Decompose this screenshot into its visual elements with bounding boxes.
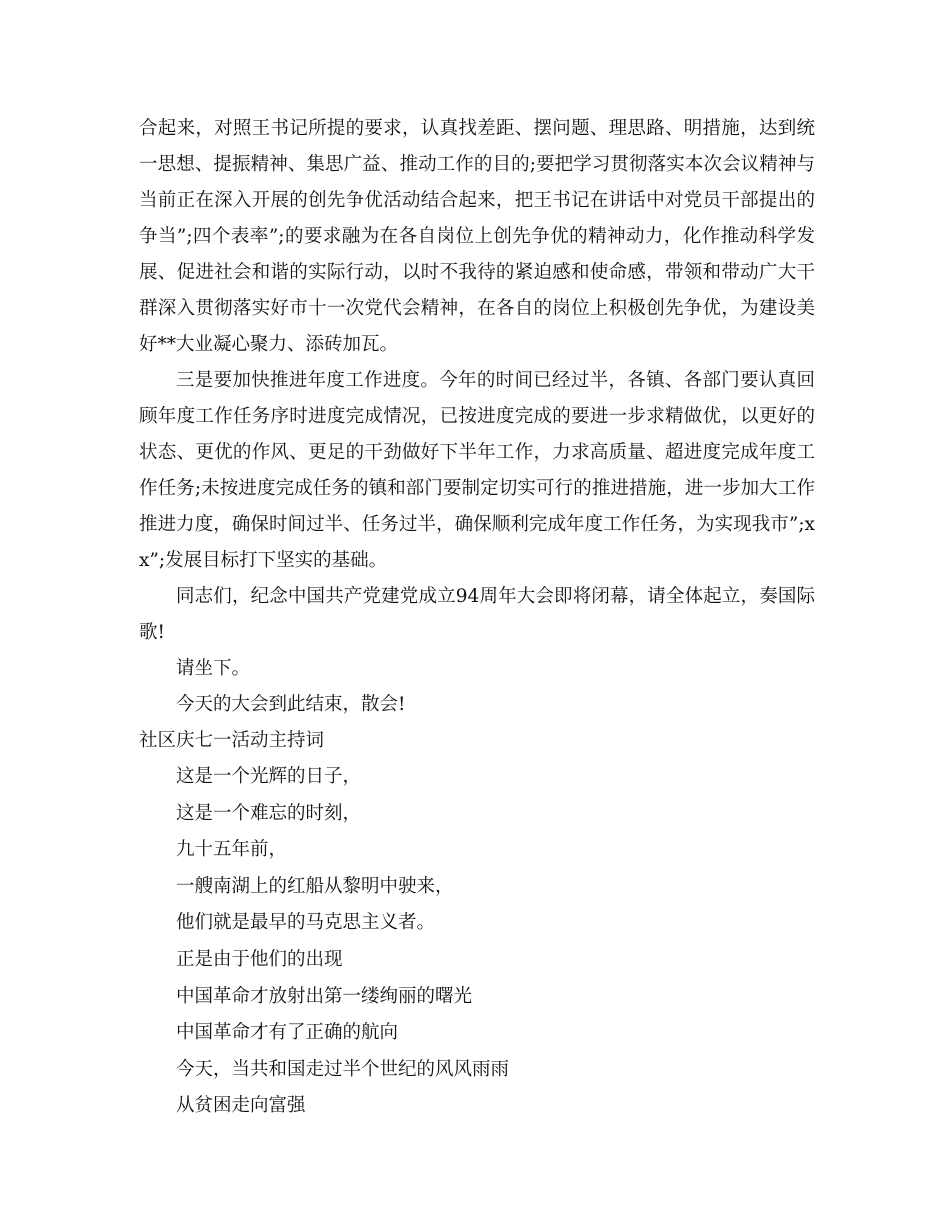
paragraph-closing-announcement: 同志们，纪念中国共产党建党成立94周年大会即将闭幕，请全体起立，奏国际歌! [139, 586, 815, 643]
paragraph-please-sit: 请坐下。 [176, 658, 251, 679]
document-body [139, 111, 815, 1125]
poem-line: 这是一个光辉的日子， [176, 766, 362, 787]
poem-line: 九十五年前， [176, 839, 288, 861]
section-heading: 社区庆七一活动主持词 [139, 730, 325, 751]
poem-line: 正是由于他们的出现 [176, 948, 343, 970]
poem-line: 中国革命才有了正确的航向 [176, 1022, 399, 1044]
paragraph-meeting-adjourned: 今天的大会到此结束，散会! [176, 694, 406, 715]
poem-line: 他们就是最早的马克思主义者。 [176, 912, 436, 934]
poem-line: 今天，当共和国走过半个世纪的风风雨雨 [176, 1058, 510, 1080]
poem-line: 一艘南湖上的红船从黎明中驶来， [176, 875, 454, 897]
poem-block [139, 759, 815, 1125]
paragraph-work-progress: 三是要加快推进年度工作进度。今年的时间已经过半，各镇、各部门要认真回顾年度工作任务序时进度完成情况，已按进度完成的要进一步求精做优，以更好的状态、更优的作风、更足的干劲做好下半年工作，力求高质量、超进度完成年度工作任务;未按进度完成任务的镇和部门要制定切实可行的推进措施，进一步加大工作推进力度，确保时间过半、任务过半，确保顺利完成年度工作任务，为实现我市”;xx”;发展目标打下坚实的基础。 [139, 370, 815, 571]
paragraph-meeting-spirit: 合起来，对照王书记所提的要求，认真找差距、摆问题、理思路、明措施，达到统一思想、提振精神、集思广益、推动工作的目的;要把学习贯彻落实本次会议精神与当前正在深入开展的创先争优活动结合起来，把王书记在讲话中对党员干部提出的争当”;四个表率”;的要求融为在各自岗位上创先争优的精神动力，化作推动科学发展、促进社会和谐的实际行动，以时不我待的紧迫感和使命感，带领和带动广大干群深入贯彻落实好市十一次党代会精神，在各自的岗位上积极创先争优，为建设美好**大业凝心聚力、添砖加瓦。 [139, 118, 815, 355]
poem-line: 中国革命才放射出第一缕绚丽的曙光 [176, 985, 473, 1007]
poem-line: 这是一个难忘的时刻， [176, 802, 362, 824]
poem-line: 从贫困走向富强 [176, 1095, 306, 1117]
